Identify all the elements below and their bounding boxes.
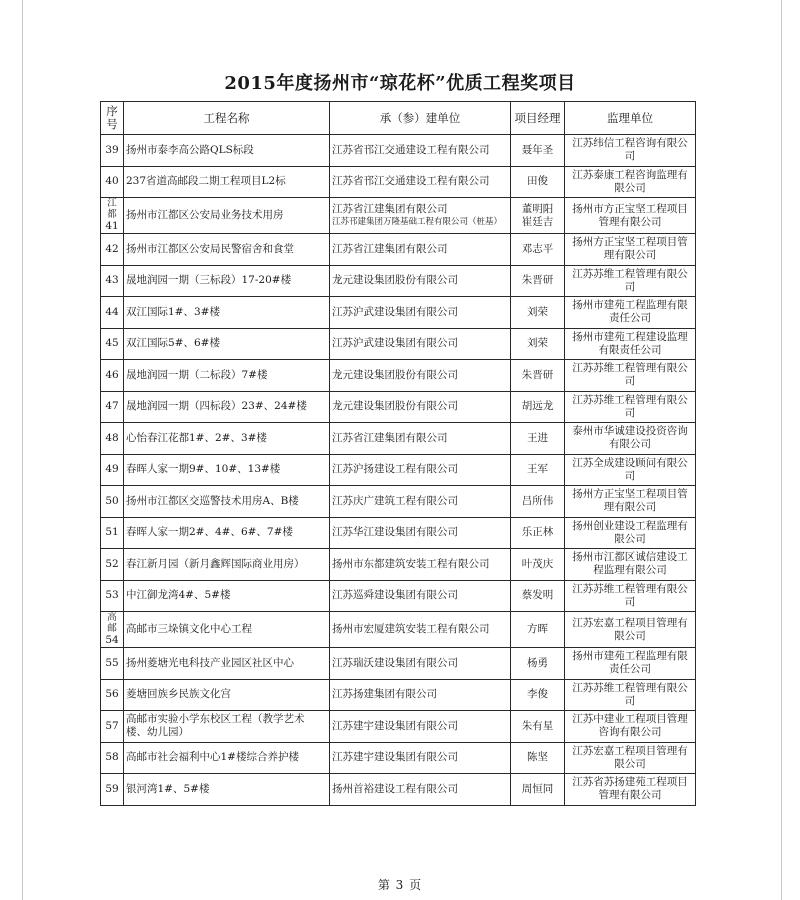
cell-supervisor — [565, 328, 696, 360]
cell-project-name-line: 扬州市泰李高公路QLS标段 — [126, 143, 254, 156]
cell-builder-line: 江苏建宇建设集团有限公司 — [332, 751, 458, 764]
cell-no — [101, 742, 124, 774]
table-row — [101, 391, 696, 423]
cell-project-name — [124, 360, 330, 392]
cell-no-value: 48 — [105, 431, 119, 444]
cell-project-name-line: 高邮市三垛镇文化中心工程 — [126, 623, 252, 635]
cell-builder — [330, 198, 511, 234]
cell-project-manager — [511, 360, 565, 392]
cell-supervisor-line: 扬州市江都区诚信建设工 — [572, 551, 688, 564]
table-row — [101, 328, 696, 360]
cell-builder — [330, 166, 511, 198]
table-row — [101, 517, 696, 549]
cell-project-name-line: 高邮市社会福利中心1#楼综合养护楼 — [126, 751, 299, 764]
cell-project-manager — [511, 265, 565, 297]
table-row — [101, 135, 696, 167]
cell-project-name-line: 晟地润园一期（四标段）23#、24#楼 — [126, 400, 307, 413]
cell-builder-line: 江苏扬建集团有限公司 — [332, 688, 437, 701]
cell-no-value: 44 — [105, 305, 119, 318]
cell-supervisor — [565, 517, 696, 549]
cell-supervisor-line: 扬州市方正宝坚工程项目 — [572, 202, 688, 215]
cell-builder-line: 江苏巡舜建设集团有限公司 — [332, 589, 458, 602]
cell-builder — [330, 711, 511, 743]
cell-no-value: 46 — [105, 368, 119, 381]
cell-supervisor-line: 司 — [624, 406, 636, 419]
cell-builder — [330, 234, 511, 266]
cell-no-value: 49 — [105, 463, 119, 476]
cell-supervisor — [565, 135, 696, 167]
cell-project-manager-line: 叶茂庆 — [521, 557, 554, 570]
cell-builder — [330, 423, 511, 455]
table-row — [101, 265, 696, 297]
cell-no-value: 50 — [105, 494, 119, 507]
cell-project-name — [124, 612, 330, 648]
cell-project-manager-line: 王军 — [527, 463, 548, 476]
table-row — [101, 454, 696, 486]
cell-supervisor-line: 江苏宏嘉工程项目管理有 — [572, 616, 688, 629]
cell-no-value: 42 — [105, 242, 119, 255]
cell-supervisor — [565, 297, 696, 329]
cell-supervisor-line: 江苏苏维工程管理有限公 — [572, 681, 688, 694]
cell-supervisor-line: 司 — [624, 469, 636, 482]
cell-project-manager — [511, 328, 565, 360]
cell-project-manager-line: 董明阳 — [521, 202, 554, 215]
cell-project-name — [124, 423, 330, 455]
cell-project-manager-line: 乐正林 — [521, 526, 554, 539]
cell-no — [101, 297, 124, 329]
cell-project-name-line: 高邮市实验小学东校区工程（教学艺术 — [126, 713, 305, 726]
cell-project-manager-line: 刘荣 — [527, 337, 548, 350]
cell-supervisor-line: 扬州市建苑工程监理有限 — [572, 299, 688, 312]
cell-no — [101, 517, 124, 549]
cell-project-manager — [511, 423, 565, 455]
cell-no — [101, 454, 124, 486]
cell-project-manager — [511, 234, 565, 266]
cell-no-value: 40 — [105, 175, 119, 188]
cell-project-manager-line: 李俊 — [527, 688, 548, 701]
cell-project-manager-line: 陈坚 — [527, 751, 548, 764]
cell-supervisor-line: 咨询有限公司 — [598, 726, 662, 739]
table-row — [101, 486, 696, 518]
cell-no — [101, 774, 124, 806]
table-row — [101, 166, 696, 198]
cell-supervisor — [565, 454, 696, 486]
cell-supervisor-line: 有限公司 — [609, 438, 651, 451]
cell-project-manager-line: 王进 — [527, 431, 548, 444]
cell-supervisor-line: 限公司 — [614, 757, 646, 770]
cell-supervisor-line: 限公司 — [614, 629, 646, 642]
cell-project-manager-line: 吕所伟 — [521, 494, 554, 507]
cell-project-manager-line: 崔廷吉 — [521, 215, 554, 228]
cell-supervisor-line: 限公司 — [614, 181, 646, 194]
cell-supervisor — [565, 423, 696, 455]
cell-project-name-line: 春晖人家一期2#、4#、6#、7#楼 — [126, 526, 293, 539]
cell-no — [101, 711, 124, 743]
cell-no — [101, 328, 124, 360]
cell-project-name — [124, 486, 330, 518]
cell-no-value: 55 — [105, 656, 119, 669]
cell-project-manager-line: 朱有星 — [521, 719, 554, 732]
cell-builder — [330, 454, 511, 486]
cell-project-manager — [511, 166, 565, 198]
cell-builder — [330, 549, 511, 581]
cell-supervisor — [565, 580, 696, 612]
cell-no — [101, 360, 124, 392]
cell-no — [101, 423, 124, 455]
cell-project-name — [124, 297, 330, 329]
table-row — [101, 580, 696, 612]
cell-no — [101, 648, 124, 680]
cell-supervisor-line: 限公司 — [614, 532, 646, 545]
cell-project-name — [124, 648, 330, 680]
cell-builder-line: 江苏建宇建设集团有限公司 — [332, 719, 458, 732]
cell-builder — [330, 648, 511, 680]
cell-project-name — [124, 679, 330, 711]
cell-supervisor-line: 江苏纬信工程咨询有限公 — [572, 137, 688, 150]
cell-project-manager — [511, 486, 565, 518]
cell-supervisor-line: 江苏苏维工程管理有限公 — [572, 267, 688, 280]
cell-project-manager — [511, 391, 565, 423]
cell-project-name — [124, 454, 330, 486]
cell-supervisor-line: 责任公司 — [609, 663, 651, 676]
cell-no — [101, 135, 124, 167]
cell-supervisor-line: 司 — [624, 694, 636, 707]
document-title: 2015年度扬州市“琼花杯”优质工程奖项目 — [224, 73, 576, 94]
cell-project-name — [124, 135, 330, 167]
cell-supervisor — [565, 265, 696, 297]
cell-builder — [330, 328, 511, 360]
cell-project-manager — [511, 580, 565, 612]
cell-builder-line: 龙元建设集团股份有限公司 — [332, 368, 458, 381]
cell-supervisor-line: 扬州方正宝坚工程项目管 — [572, 488, 688, 501]
cell-no — [101, 679, 124, 711]
cell-builder — [330, 679, 511, 711]
cell-supervisor-line: 司 — [624, 595, 636, 608]
table-row — [101, 234, 696, 266]
cell-project-manager — [511, 135, 565, 167]
cell-project-name — [124, 580, 330, 612]
cell-project-name-line: 银河湾1#、5#楼 — [126, 782, 210, 795]
cell-project-name — [124, 166, 330, 198]
cell-supervisor-line: 泰州市华诚建设投资咨询 — [572, 425, 688, 438]
cell-project-name — [124, 742, 330, 774]
cell-builder-line: 江苏沪扬建设工程有限公司 — [332, 463, 458, 476]
cell-project-manager — [511, 297, 565, 329]
cell-project-name-line: 扬州菱塘光电科技产业园区社区中心 — [126, 656, 294, 669]
cell-supervisor-line: 管理有限公司 — [598, 215, 662, 228]
cell-no — [101, 549, 124, 581]
cell-builder — [330, 486, 511, 518]
cell-project-name-line: 晟地润园一期（二标段）7#楼 — [126, 368, 268, 381]
cell-project-name — [124, 265, 330, 297]
cell-builder — [330, 391, 511, 423]
cell-builder-line: 扬州市东都建筑安装工程有限公司 — [332, 557, 490, 570]
cell-supervisor — [565, 360, 696, 392]
cell-supervisor — [565, 549, 696, 581]
cell-no-value: 45 — [105, 337, 119, 350]
cell-supervisor-line: 江苏泰康工程咨询监理有 — [572, 168, 688, 181]
cell-project-manager — [511, 679, 565, 711]
cell-project-name-line: 菱塘回族乡民族文化宫 — [126, 688, 231, 701]
cell-builder-line: 江苏省邗江交通建设工程有限公司 — [332, 175, 490, 188]
cell-supervisor — [565, 742, 696, 774]
cell-supervisor-line: 司 — [624, 280, 636, 293]
page-edge-left — [22, 0, 23, 900]
header-supervisor: 监理单位 — [565, 102, 696, 135]
cell-supervisor-line: 扬州市建苑工程监理有限 — [572, 650, 688, 663]
cell-project-manager-line: 周恒同 — [521, 782, 554, 795]
header-builder: 承（参）建单位 — [330, 102, 511, 135]
cell-project-manager-line: 刘荣 — [527, 305, 548, 318]
cell-no-value: 54 — [105, 634, 119, 646]
cell-builder — [330, 360, 511, 392]
cell-region: 高邮 — [107, 612, 117, 634]
cell-builder-line: 龙元建设集团股份有限公司 — [332, 274, 458, 287]
cell-supervisor — [565, 711, 696, 743]
cell-no — [101, 166, 124, 198]
cell-supervisor-line: 扬州方正宝坚工程项目管 — [572, 236, 688, 249]
cell-project-manager-line: 蔡发明 — [521, 589, 554, 602]
page-number: 第 3 页 — [377, 878, 423, 892]
awards-table — [100, 101, 696, 806]
cell-project-manager — [511, 742, 565, 774]
cell-builder — [330, 297, 511, 329]
cell-supervisor-line: 江苏中建业工程项目管理 — [572, 713, 688, 726]
table-row — [101, 198, 696, 234]
cell-builder — [330, 742, 511, 774]
cell-supervisor — [565, 391, 696, 423]
cell-project-manager-line: 方晖 — [527, 623, 548, 635]
cell-supervisor — [565, 198, 696, 234]
cell-project-manager-line: 杨勇 — [527, 656, 548, 669]
cell-builder — [330, 580, 511, 612]
cell-project-manager-line: 朱晋研 — [521, 274, 554, 287]
cell-project-name — [124, 234, 330, 266]
cell-supervisor-line: 江苏苏维工程管理有限公 — [572, 362, 688, 375]
cell-no — [101, 265, 124, 297]
cell-project-manager-line: 田俊 — [527, 175, 548, 188]
cell-project-name-line: 晟地润园一期（三标段）17-20#楼 — [126, 274, 292, 287]
cell-project-name-line: 楼、幼儿园） — [126, 726, 189, 739]
table-row — [101, 679, 696, 711]
cell-project-name-line: 双江国际1#、3#楼 — [126, 305, 220, 318]
cell-project-name-line: 扬州市江都区交巡警技术用房A、B楼 — [126, 494, 299, 507]
cell-builder-line: 江苏庆广建筑工程有限公司 — [332, 494, 458, 507]
cell-builder — [330, 135, 511, 167]
cell-project-manager — [511, 711, 565, 743]
cell-project-manager-line: 胡远龙 — [521, 400, 554, 413]
cell-supervisor-line: 有限责任公司 — [598, 343, 662, 356]
cell-project-manager-line: 聂年圣 — [521, 143, 554, 156]
cell-builder-line: 江苏沪武建设集团有限公司 — [332, 305, 458, 318]
cell-builder — [330, 612, 511, 648]
header-project-name: 工程名称 — [124, 102, 330, 135]
cell-supervisor-line: 江苏省苏扬建苑工程项目 — [572, 776, 688, 789]
cell-project-manager-line: 朱晋研 — [521, 368, 554, 381]
cell-no — [101, 234, 124, 266]
cell-builder-line: 江苏省江建集团有限公司 — [332, 202, 448, 215]
cell-supervisor-line: 司 — [624, 375, 636, 388]
cell-no-value: 41 — [105, 220, 119, 232]
cell-project-name-line: 春晖人家一期9#、10#、13#楼 — [126, 463, 281, 476]
cell-project-name-line: 春江新月园（新月鑫辉国际商业用房） — [126, 557, 305, 570]
cell-project-name — [124, 711, 330, 743]
cell-project-name — [124, 198, 330, 234]
cell-no — [101, 580, 124, 612]
cell-supervisor-line: 江苏全成建设顾问有限公 — [572, 456, 688, 469]
cell-project-name-line: 237省道高邮段二期工程项目L2标 — [126, 175, 286, 188]
cell-region: 江都 — [107, 198, 117, 220]
cell-project-manager — [511, 517, 565, 549]
cell-builder-line: 江苏华江建设集团有限公司 — [332, 526, 458, 539]
table-row — [101, 612, 696, 648]
page-edge-right — [781, 0, 782, 900]
cell-builder-line: 江苏省邗江交通建设工程有限公司 — [332, 143, 490, 156]
cell-project-name — [124, 774, 330, 806]
cell-supervisor-line: 理有限公司 — [603, 249, 657, 262]
cell-supervisor — [565, 648, 696, 680]
cell-builder — [330, 265, 511, 297]
cell-project-name — [124, 328, 330, 360]
cell-builder-line: 江苏瑞沃建设集团有限公司 — [332, 656, 458, 669]
cell-project-name-line: 双江国际5#、6#楼 — [126, 337, 220, 350]
cell-no-value: 59 — [105, 782, 119, 795]
cell-supervisor-line: 扬州市建苑工程建设监理 — [572, 330, 688, 343]
cell-project-name-line: 扬州市江都区公安局民警宿舍和食堂 — [126, 242, 294, 255]
table-row — [101, 742, 696, 774]
cell-no — [101, 486, 124, 518]
cell-no — [101, 391, 124, 423]
cell-no-value: 52 — [105, 557, 119, 570]
header-no: 序号 — [101, 102, 124, 135]
cell-project-name — [124, 391, 330, 423]
cell-project-name — [124, 549, 330, 581]
header-project-manager: 项目经理 — [511, 102, 565, 135]
cell-supervisor — [565, 612, 696, 648]
cell-builder-line: 扬州首裕建设工程有限公司 — [332, 782, 458, 795]
cell-supervisor — [565, 679, 696, 711]
cell-no — [101, 612, 124, 648]
table-row — [101, 360, 696, 392]
cell-no-value: 51 — [105, 526, 119, 539]
cell-no-value: 56 — [105, 688, 119, 701]
table-row — [101, 423, 696, 455]
cell-no-value: 47 — [105, 400, 119, 413]
cell-builder-line: 龙元建设集团股份有限公司 — [332, 400, 458, 413]
cell-supervisor-line: 江苏苏维工程管理有限公 — [572, 582, 688, 595]
table-header-row — [101, 102, 696, 135]
table-row — [101, 648, 696, 680]
cell-builder — [330, 774, 511, 806]
cell-builder-line: 江苏沪武建设集团有限公司 — [332, 337, 458, 350]
cell-supervisor — [565, 774, 696, 806]
cell-builder-line: 江苏省江建集团有限公司 — [332, 431, 448, 444]
table-row — [101, 774, 696, 806]
cell-project-name-line: 中江御龙湾4#、5#楼 — [126, 589, 231, 602]
cell-supervisor — [565, 486, 696, 518]
cell-builder-line: 扬州市宏厦建筑安装工程有限公司 — [332, 623, 490, 635]
cell-builder-line: 江苏省江建集团有限公司 — [332, 242, 448, 255]
cell-project-name-line: 心怡春江花都1#、2#、3#楼 — [126, 431, 267, 444]
cell-builder-line: 江苏邗建集团万隆基础工程有限公司（桩基） — [332, 216, 503, 227]
cell-no-value: 57 — [105, 719, 119, 732]
cell-project-name — [124, 517, 330, 549]
cell-project-manager-line: 邓志平 — [521, 242, 554, 255]
cell-supervisor-line: 司 — [624, 150, 636, 163]
cell-supervisor-line: 责任公司 — [609, 312, 651, 325]
cell-project-manager — [511, 198, 565, 234]
cell-supervisor-line: 理有限公司 — [603, 501, 657, 514]
cell-builder — [330, 517, 511, 549]
cell-supervisor-line: 程监理有限公司 — [593, 564, 667, 577]
cell-project-manager — [511, 454, 565, 486]
cell-no-value: 53 — [105, 589, 119, 602]
cell-no-value: 39 — [105, 143, 119, 156]
table-row — [101, 711, 696, 743]
cell-no-value: 43 — [105, 274, 119, 287]
table-row — [101, 297, 696, 329]
cell-project-manager — [511, 774, 565, 806]
table-body — [101, 135, 696, 806]
cell-project-manager — [511, 612, 565, 648]
cell-supervisor-line: 管理有限公司 — [598, 789, 662, 802]
cell-supervisor — [565, 166, 696, 198]
cell-supervisor-line: 江苏苏维工程管理有限公 — [572, 393, 688, 406]
cell-no — [101, 198, 124, 234]
cell-supervisor — [565, 234, 696, 266]
cell-project-manager — [511, 549, 565, 581]
cell-supervisor-line: 扬州创业建设工程监理有 — [572, 519, 688, 532]
cell-project-manager — [511, 648, 565, 680]
table-row — [101, 549, 696, 581]
cell-no-value: 58 — [105, 751, 119, 764]
cell-supervisor-line: 江苏宏嘉工程项目管理有 — [572, 744, 688, 757]
cell-project-name-line: 扬州市江都区公安局业务技术用房 — [126, 209, 284, 221]
